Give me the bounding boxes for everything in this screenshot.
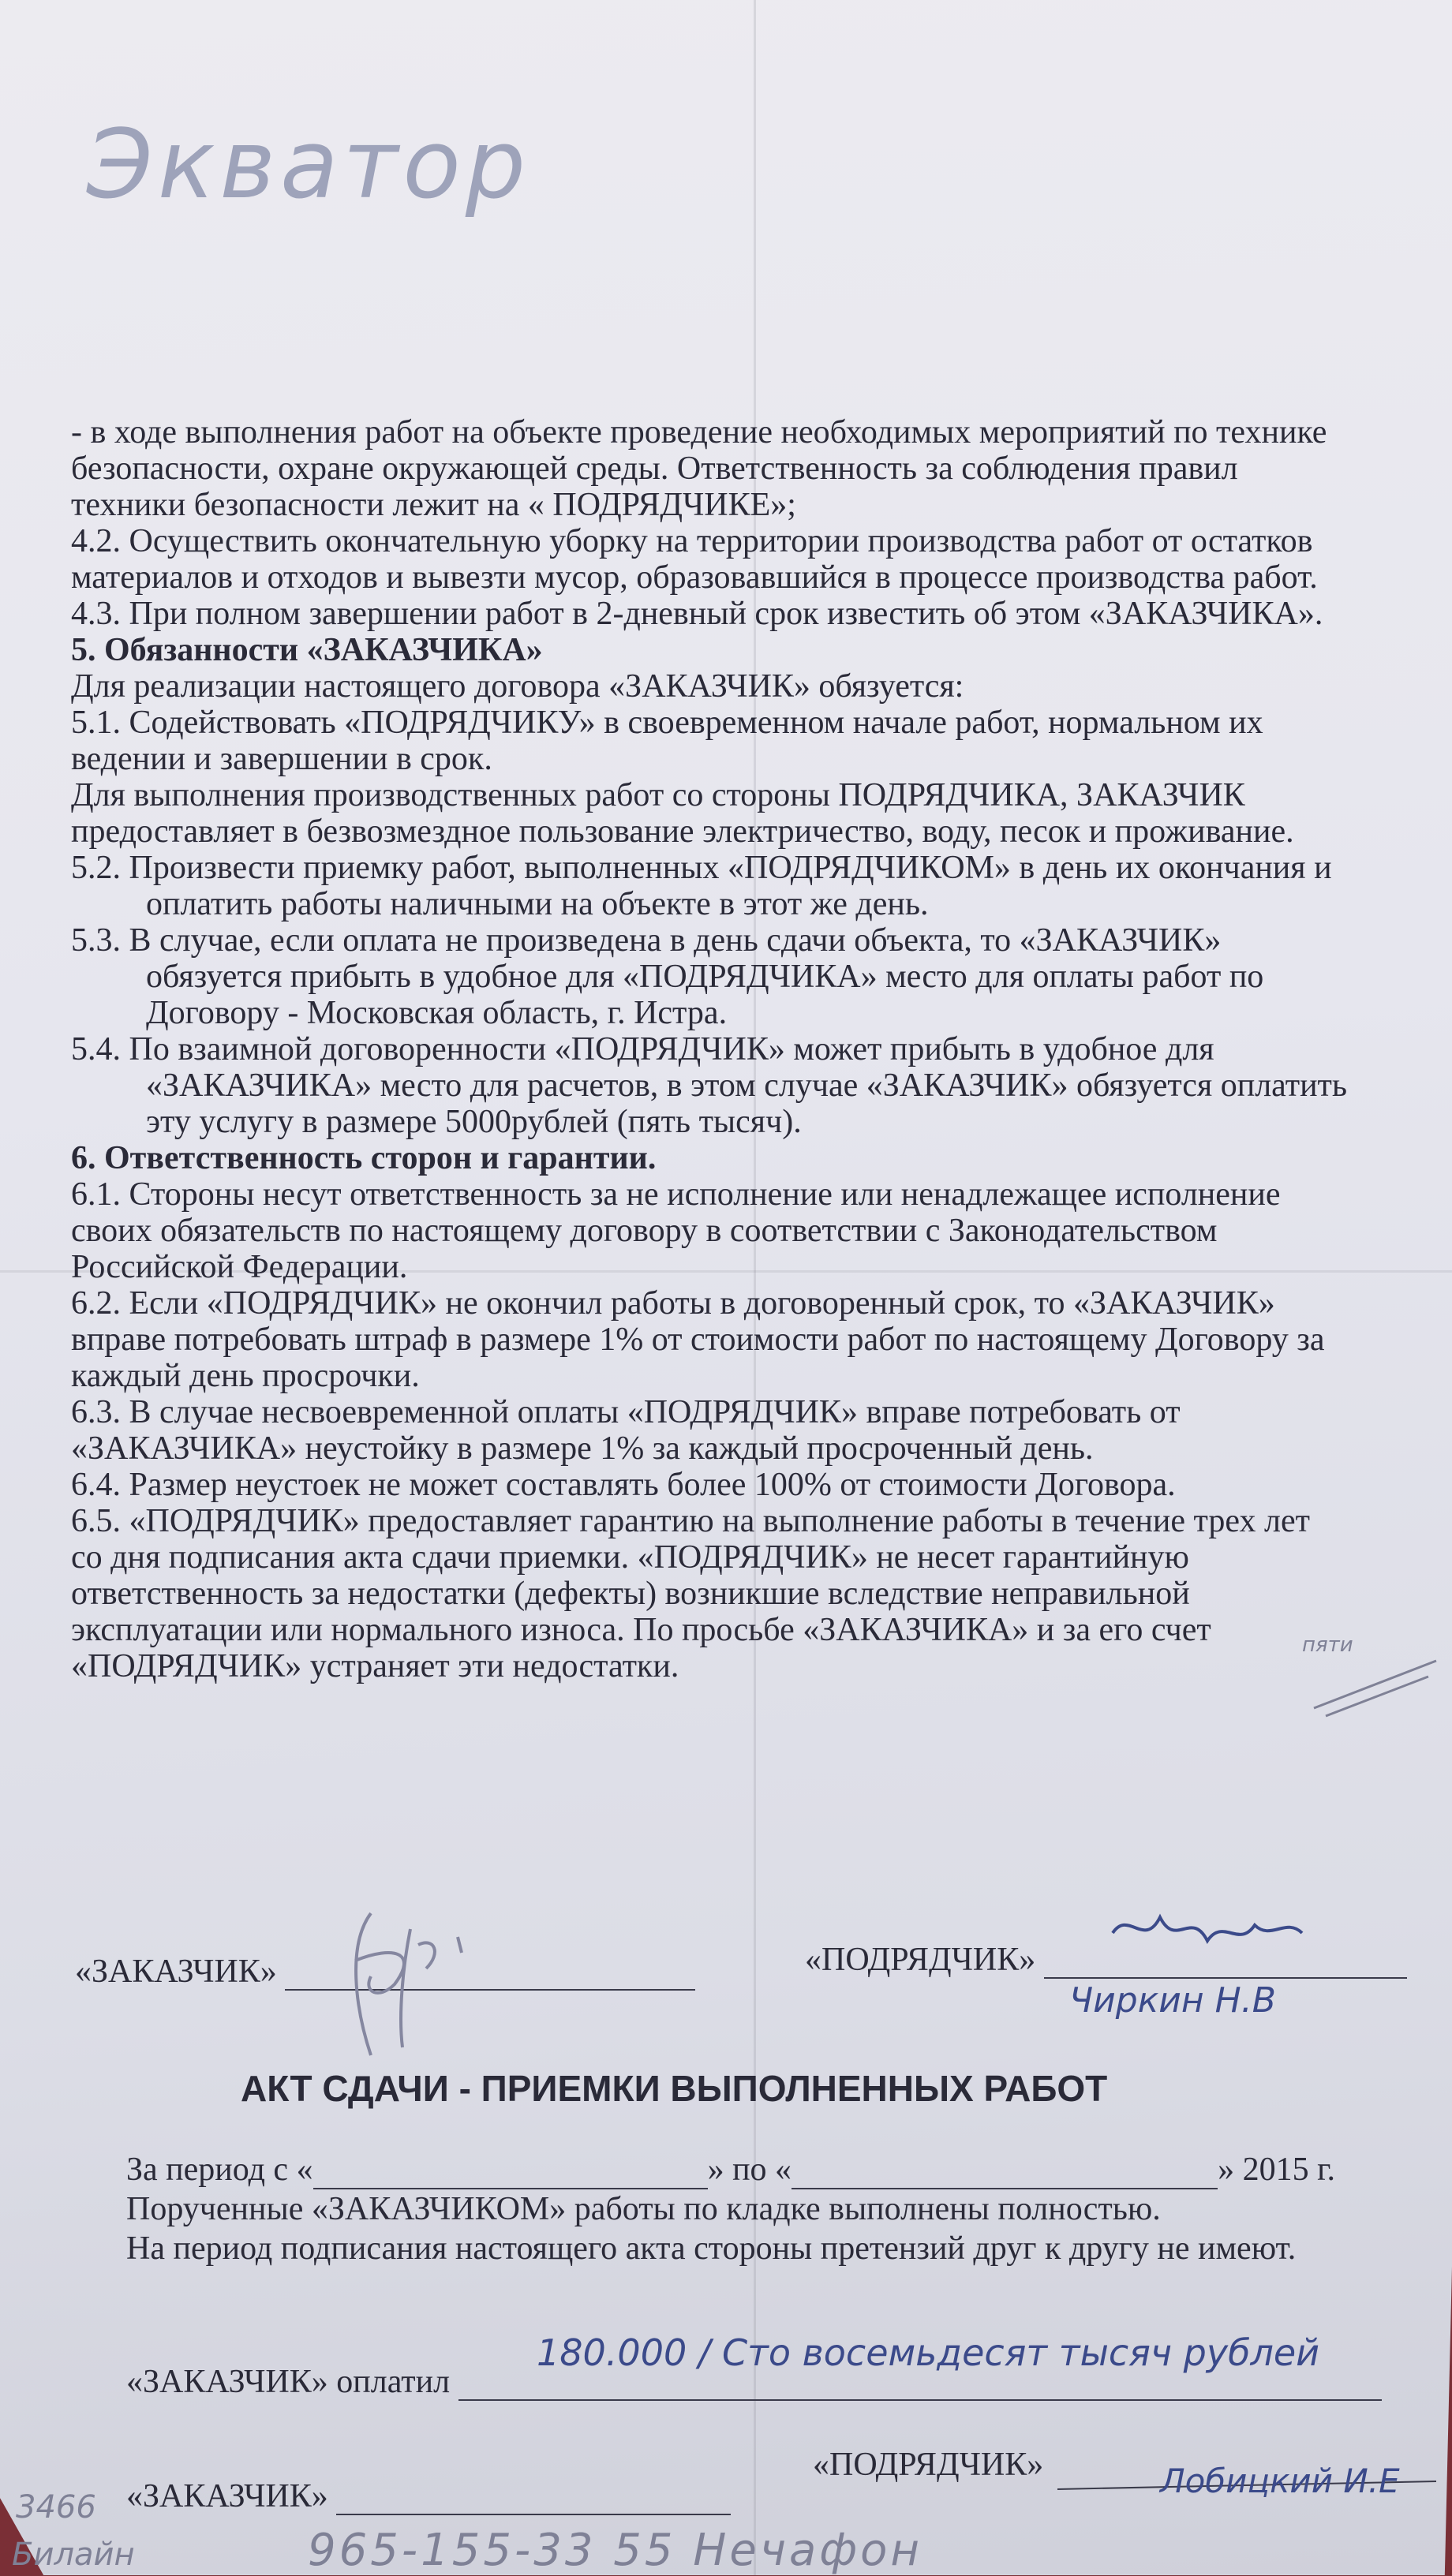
contract-line: безопасности, охране окружающей среды. Ответственность за соблюдения правил — [71, 451, 1238, 487]
period-end-field — [791, 2156, 1218, 2189]
contract-line: «ПОДРЯДЧИК» устраняет эти недостатки. — [71, 1648, 679, 1684]
contract-line: Российской Федерации. — [71, 1249, 408, 1285]
contract-line: ведении и завершении в срок. — [71, 741, 492, 777]
contract-line: 5.4. По взаимной договоренности «ПОДРЯДЧИК» может прибыть в удобное для — [71, 1031, 1214, 1067]
customer-label: «ЗАКАЗЧИК» — [75, 1953, 277, 1990]
contract-line: своих обязательств по настоящему договору в соответствии с Законодательством — [71, 1213, 1218, 1249]
handwritten-header: Экватор — [87, 110, 531, 220]
handwritten-note-five: пяти — [1302, 1633, 1353, 1657]
act-signature-row-customer — [126, 2477, 731, 2515]
handwritten-strike-mark — [1310, 1653, 1444, 1724]
contractor-name-handwritten: Чиркин Н.В — [1069, 1980, 1276, 2021]
contractor-signature — [1097, 1901, 1318, 1972]
contract-line: вправе потребовать штраф в размере 1% от стоимости работ по настоящему Договору за — [71, 1322, 1325, 1358]
contract-line: эту услугу в размере 5000рублей (пять тысяч). — [146, 1104, 802, 1140]
contract-line: 5.1. Содействовать «ПОДРЯДЧИКУ» в своевременном начале работ, нормальном их — [71, 705, 1263, 741]
act-contractor-name-handwritten: Лобицкий И.Е — [1160, 2462, 1400, 2500]
contract-line: «ЗАКАЗЧИКА» место для расчетов, в этом случае «ЗАКАЗЧИК» обязуется оплатить — [146, 1067, 1348, 1104]
contract-line: «ЗАКАЗЧИКА» неустойку в размере 1% за каждый просроченный день. — [71, 1430, 1094, 1467]
section-heading: 6. Ответственность сторон и гарантии. — [71, 1140, 657, 1176]
contract-line: Для реализации настоящего договора «ЗАКАЗЧИК» обязуется: — [71, 668, 964, 705]
contract-line: техники безопасности лежит на « ПОДРЯДЧИКЕ»; — [71, 487, 796, 523]
act-contractor-label: «ПОДРЯДЧИК» — [813, 2447, 1044, 2483]
contract-line: 5.2. Произвести приемку работ, выполненных «ПОДРЯДЧИКОМ» в день их окончания и — [71, 850, 1332, 886]
paid-label: «ЗАКАЗЧИК» оплатил — [126, 2364, 451, 2400]
contract-line: 6.3. В случае несвоевременной оплаты «ПОДРЯДЧИК» вправе потребовать от — [71, 1394, 1181, 1430]
act-title: АКТ СДАЧИ - ПРИЕМКИ ВЫПОЛНЕННЫХ РАБОТ — [241, 2068, 1108, 2109]
act-line-3: На период подписания настоящего акта стороны претензий друг к другу не имеют. — [126, 2230, 1297, 2267]
contract-line: оплатить работы наличными на объекте в этот же день. — [146, 886, 929, 922]
act-line-2: Порученные «ЗАКАЗЧИКОМ» работы по кладке выполнены полностью. — [126, 2191, 1161, 2227]
contract-line: обязуется прибыть в удобное для «ПОДРЯДЧИКА» место для оплаты работ по — [146, 959, 1264, 995]
handwritten-left-note-2: Билайн — [12, 2537, 135, 2573]
contract-line: со дня подписания акта сдачи приемки. «ПОДРЯДЧИК» не несет гарантийную — [71, 1539, 1189, 1576]
contract-line: 6.5. «ПОДРЯДЧИК» предоставляет гарантию на выполнение работы в течение трех лет — [71, 1503, 1310, 1539]
customer-signature — [324, 1897, 481, 2079]
handwritten-phone: 965-155-33 55 Нечафон — [308, 2525, 923, 2576]
contract-line: 6.2. Если «ПОДРЯДЧИК» не окончил работы в договоренный срок, то «ЗАКАЗЧИК» — [71, 1285, 1275, 1322]
contract-line: предоставляет в безвозмездное пользование электричество, воду, песок и проживание. — [71, 813, 1294, 850]
contract-line: 4.2. Осуществить окончательную уборку на территории производства работ от остатков — [71, 523, 1313, 559]
act-text — [126, 2150, 1335, 2268]
act-signature-row-contractor — [813, 2446, 1043, 2484]
act-customer-label: «ЗАКАЗЧИК» — [126, 2478, 328, 2514]
act-customer-signature-line — [336, 2482, 731, 2515]
contractor-label: «ПОДРЯДЧИК» — [805, 1942, 1036, 1978]
paid-amount-handwritten: 180.000 / Сто восемьдесят тысяч рублей — [537, 2331, 1320, 2374]
contract-line: 6.1. Стороны несут ответственность за не исполнение или ненадлежащее исполнение — [71, 1176, 1281, 1213]
contract-line: 4.3. При полном завершении работ в 2-дневный срок известить об этом «ЗАКАЗЧИКА». — [71, 596, 1323, 632]
contract-text — [71, 414, 1444, 1684]
act-period-line: За период с « » по « » 2015 г. — [126, 2152, 1336, 2188]
contract-line: 5.3. В случае, если оплата не произведена в день сдачи объекта, то «ЗАКАЗЧИК» — [71, 922, 1222, 959]
contract-line: 6.4. Размер неустоек не может составлять более 100% от стоимости Договора. — [71, 1467, 1176, 1503]
contract-line: эксплуатации или нормального износа. По просьбе «ЗАКАЗЧИКА» и за его счет — [71, 1612, 1211, 1648]
period-start-field — [313, 2156, 708, 2189]
contract-line: ответственность за недостатки (дефекты) возникшие вследствие неправильной — [71, 1576, 1190, 1612]
contract-line: каждый день просрочки. — [71, 1358, 420, 1394]
contract-line: - в ходе выполнения работ на объекте проведение необходимых мероприятий по технике — [71, 414, 1327, 451]
section-heading: 5. Обязанности «ЗАКАЗЧИКА» — [71, 632, 543, 668]
contract-line: Для выполнения производственных работ со стороны ПОДРЯДЧИКА, ЗАКАЗЧИК — [71, 777, 1245, 813]
contract-line: материалов и отходов и вывезти мусор, образовавшийся в процессе производства работ. — [71, 559, 1318, 596]
handwritten-left-note-1: 3466 — [16, 2489, 96, 2526]
contract-line: Договору - Московская область, г. Истра. — [146, 995, 728, 1031]
